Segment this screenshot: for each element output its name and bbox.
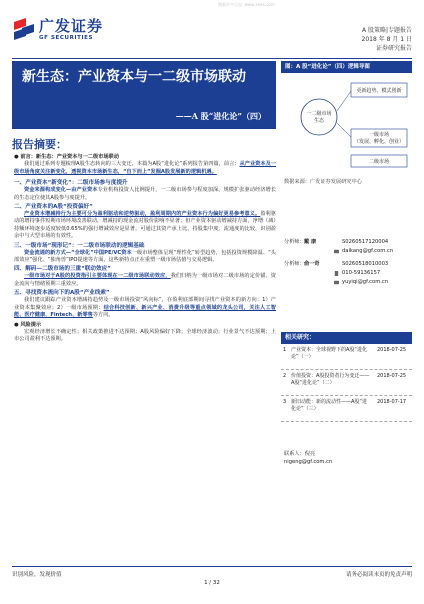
analyst-name: 俞一奇	[304, 261, 320, 267]
analyst-row: 分析师： 戴 康 S0260517120004	[284, 239, 389, 245]
section-3-title: 三、一级市场“现形记”：一二级市场联动的逻辑基础	[14, 242, 145, 249]
title-banner	[12, 61, 276, 129]
report-type: A 股策略|专题报告	[361, 27, 412, 34]
report-title: 新生态：产业资本与一二级市场联动	[22, 69, 246, 85]
footer-divider	[12, 566, 412, 567]
contact-name: 联系人：倪亮	[284, 451, 316, 457]
related-item[interactable]: 2 价值投资：A股投资者行为变迁——A股“进化论”（二） 2018-07-25	[281, 370, 412, 396]
analyst-row: 分析师： 俞一奇 S0260518010003	[284, 261, 389, 267]
abstract-body	[14, 154, 276, 344]
contact-email[interactable]: nigeng@gf.com.cn	[284, 459, 333, 465]
gf-logo-icon	[12, 16, 36, 42]
analyst-cert: S0260518010003	[342, 261, 389, 267]
related-heading: 相关研究：	[281, 332, 412, 344]
data-source-line: 数据来源：广发证券发展研究中心	[284, 179, 362, 185]
section-4-title: 四、解码—二级市场的三重“联动效应”	[14, 266, 111, 273]
related-item[interactable]: 3 新旧动能：新的流动性——A股“进化论”（三） 2018-07-17	[281, 396, 412, 422]
preface-title: ● 前言：新生态：产业资本与一二级市场联动	[14, 154, 119, 160]
company-logo	[12, 14, 130, 48]
analyst-email-row	[284, 278, 412, 287]
section-2-paragraph: 产业资本增减持行为主要可分为盈利驱动和逆势驱动，盈利周期内的产业资本行为偏好更易参考意义。盈利驱动的增持事件短期市场环境改善联动，增减持的现金流对股价影响不显著；但产业资本驱动增减持方面，净增（减）持额环境逐步适度较低0.65%的强行增减效应是显著。可通过其资产承上比、持股集中度、流通度的比较，识别盈余中与大型市场的有效性。	[14, 211, 276, 240]
analyst-list	[284, 238, 412, 287]
diagram-center-1: 一二级市场	[306, 111, 332, 117]
analyst-email-row	[284, 247, 412, 256]
page-number: 1 / 32	[204, 580, 220, 586]
diagram-box3: 二级市场	[368, 159, 390, 165]
analyst-email[interactable]: daikang@gf.com.cn	[342, 248, 394, 254]
logo-en: GF SECURITIES	[39, 35, 94, 41]
email-icon	[334, 249, 339, 254]
phone-icon	[334, 271, 339, 276]
analyst-name: 戴 康	[304, 239, 317, 245]
section-1-title: 一、产业资本“新变化”：二级市场参与度提升	[14, 180, 128, 187]
diagram-box1: 更新趋势、模式创新	[356, 88, 402, 94]
risk-title: ● 风险提示	[14, 321, 42, 328]
preface-paragraph: 我们通过系列专题梳理A股生态转向的三大变迁，本篇为A股“进化论”系列报告第四篇，前言：从产业资本及一级市场角度关注新变化，透视资本市场新生态，“自下而上”发掘A股发展新的逻辑机遇。	[14, 161, 276, 175]
report-subline: 证券研究报告	[375, 45, 412, 52]
watermark: 搜索更多尽在: www.xxxx.com	[218, 2, 275, 7]
abstract-heading: 报告摘要：	[12, 138, 67, 151]
header-meta	[362, 26, 412, 53]
section-5-paragraph: 我们建议跟踪产业资本增减持趋势及一级市场投资“风向标”，在盈利底部期间寻找产业资本的新方向：1）产业资本集聚效应；2）一级市场预期：结合科技创新、新兴产业、消费升级等重点领域的龙头公司，关注人工智能、医疗健康、Fintech、新零售等方向。	[14, 297, 276, 319]
analyst-email[interactable]: yuyiqi@gf.com.cn	[342, 279, 389, 285]
logic-diagram	[281, 75, 412, 175]
report-date: 2018 年 8 月 1 日	[361, 36, 412, 43]
footer-disclaimer: 请务必阅读末页的免责声明	[345, 572, 412, 578]
contact-block	[284, 450, 332, 466]
analyst-phone: 010-59136157	[342, 270, 381, 276]
section-3-paragraph: 资金流通的新方式—“全球化”中国PE/VC资本一级市场整体呈现“理性化”转型趋势，包括投资规模降温、“头部效应”强化、“独角兽”IPO提速等方面，这些新特点正在重塑一级市场估值与交易逻辑。	[14, 249, 276, 264]
analyst-phone-row	[284, 269, 412, 278]
diagram-box2-line2: （发展、孵化、创业）	[353, 139, 405, 145]
section-4-paragraph: 一级市场对于A股的投资指引主要体现在一二级市场联动效应，我们归纳为一级市场对二级市场的定价锚、资金流向与情绪预期三重效应。	[14, 273, 276, 287]
header-divider	[12, 58, 412, 59]
data-source	[284, 178, 412, 186]
diagram-heading: 图：A 股“进化论”（四）逻辑导图	[281, 61, 412, 73]
risk-paragraph: 宏观经济增长不确定性；相关政策推进不达预期；A股风险偏好下降；全球经济波动；行业景气不达预期；上市公司盈利不达预期。	[14, 328, 276, 343]
logo-cn: 广发证券	[39, 17, 104, 35]
section-2-title: 二、产业资本的A股“投资偏好”	[14, 204, 93, 211]
section-5-title: 五、寻找资本流向下的A股“产业线索”	[14, 290, 110, 297]
section-1-paragraph: 资金来源构成变化—由产业资本专业机构投资人比例提升，一二级市场参与程度加深，规模扩张驱动经济增长的生态定位使其A股参与度提升。	[14, 187, 276, 201]
related-research	[281, 332, 412, 422]
related-item[interactable]: 1 产业资本：全球视野下的A股“进化论”（一） 2018-07-25	[281, 344, 412, 370]
diagram-box2-line1: 一级市场	[368, 132, 390, 138]
report-subtitle: ——A 股“进化论”（四）	[175, 111, 266, 121]
email-icon	[334, 280, 339, 285]
analyst-cert: S0260517120004	[342, 239, 389, 245]
diagram-center-2: 生态	[313, 118, 325, 124]
footer-slogan: 识别风险，发现价值	[12, 572, 62, 578]
